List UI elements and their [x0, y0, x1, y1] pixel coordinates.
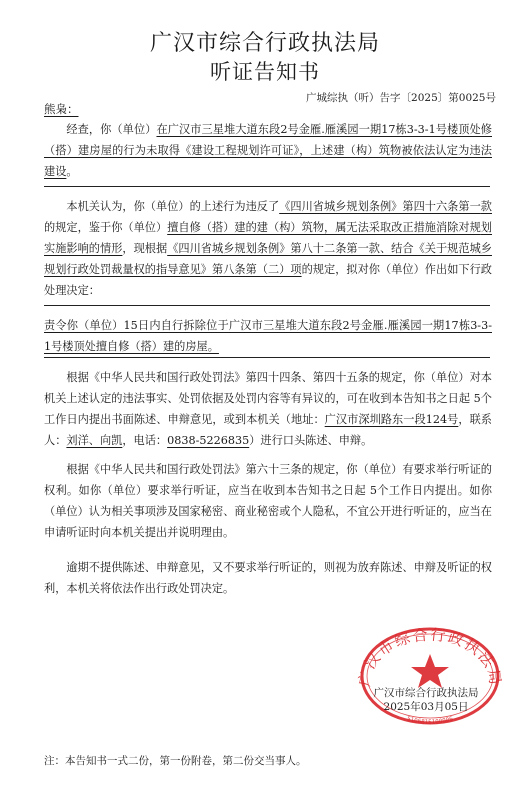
- basis-circumstance: 擅自修（搭）建的建（构）筑物，属无法采取改正措施消除对规: [167, 221, 481, 234]
- decision-text: 责令你（单位）15日内自行拆除位于广汉市三星堆大道东段2号金雁.雁溪园一期17栋3-3-1号楼顶处擅自修（搭）建的房屋。: [44, 319, 492, 353]
- rights-text-4: ）进行口头陈述、申辩。: [249, 434, 373, 447]
- findings-lead: 经查，你（单位）: [66, 123, 157, 136]
- star-icon: [411, 654, 449, 688]
- paragraph-waiver: 逾期不提供陈述、申辩意见，又不要求举行听证的，则视为放弃陈述、申辩及听证的权利，本机关将依法作出行政处罚决定。: [44, 561, 492, 595]
- paragraph-statement-rights: [44, 367, 492, 451]
- basis-text-1: 本机关认为，你（单位）的上述行为违反了: [66, 200, 280, 213]
- basis-text-2: 的规定，鉴于你（单位）: [44, 221, 168, 234]
- divider-rule: [44, 305, 490, 306]
- findings-detail: 在广汉市三星堆大道东段2号金雁.雁溪园一期17栋3-3-1号楼顶处修（搭）建房屋的行为未取得《建设工程规划许可证》，上述建（构）筑物被依法认定为违法: [44, 123, 492, 157]
- recipient-name: 熊枭：: [44, 102, 79, 116]
- rights-text-2: ，联系人：: [44, 413, 492, 447]
- divider-rule: [44, 186, 490, 187]
- rights-text-1: 根据《中华人民共和国行政处罚法》第四十四条、第四十五条的规定，你（单位）对本机关上述认定的违法事实、处罚依据及处罚内容等有异议的，可在收到本告知书之日起 5个工作日内提出书面陈述、申辩意见，或到本机关（地址：: [44, 371, 492, 426]
- contact-persons: 刘洋、向凯: [66, 434, 123, 447]
- findings-period: 。: [66, 165, 78, 178]
- signature-date: 2025年03月05日: [383, 701, 469, 713]
- issuer-title: 广汉市综合行政执法局: [149, 31, 380, 56]
- paragraph-findings: [44, 119, 492, 182]
- findings-detail-end: 建设: [44, 165, 67, 178]
- contact-phone: 0838-5226835: [167, 434, 250, 447]
- office-address: 广汉市深圳路东一段124号: [324, 413, 459, 426]
- basis-penalty-provision: 《四川省城乡规划条例》第八十二条第一款、结合《关于规范城乡规划行政处罚裁量权的指导意见》第八条第（二）项: [44, 242, 492, 276]
- signature-organization: 广汉市综合行政执法局: [373, 687, 479, 699]
- paragraph-hearing-rights: 根据《中华人民共和国行政处罚法》第六十三条的规定，你（单位）有要求举行听证的权利。如你（单位）要求举行听证，应当在收到本告知书之日起 5个工作日内提出。如你（单位）认为相关事项涉及国家秘密、商业秘密或个人隐私，不宜公开进行听证的，应当在申请听证时向本机关提出并说明理由。: [44, 463, 492, 539]
- seal-code: 5106815100006: [406, 715, 454, 726]
- footnote: 注：本告知书一式二份，第一份附卷，第二份交当事人。: [44, 755, 307, 767]
- svg-text:5106815100006: [406, 715, 454, 725]
- divider-rule: [44, 357, 490, 358]
- paragraph-legal-basis: [44, 196, 492, 301]
- basis-text-3: ，现根据: [122, 242, 168, 255]
- basis-regulation-end: 款: [480, 200, 492, 213]
- basis-circumstance-end: 划实施影响的情形: [44, 221, 492, 255]
- document-title: 听证告知书: [210, 60, 320, 84]
- basis-text-4: 的规定，拟对你（单位）作出如下行政处理决定：: [44, 263, 492, 297]
- rights-text-3: ，电话：: [122, 434, 168, 447]
- document-number: 广城综执（听）告字〔2025〕第0025号: [306, 92, 496, 104]
- basis-regulation: 《四川省城乡规划条例》第四十六条第一: [279, 200, 481, 213]
- seal-ring-text: 广汉市综合行政执法局: [356, 625, 504, 688]
